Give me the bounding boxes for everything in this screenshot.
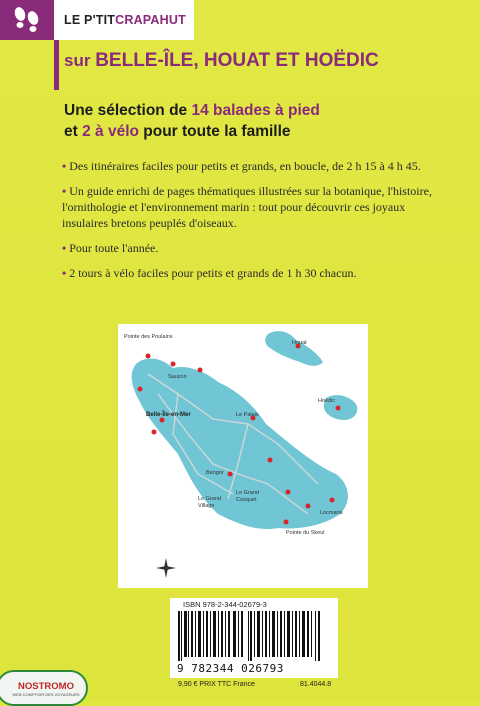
- intro-highlight-walks: 14 balades à pied: [191, 102, 320, 119]
- map-label-le-grand: Le Grand: [198, 496, 221, 502]
- intro-highlight-bikes: 2 à vélo: [82, 123, 139, 140]
- map-label-sauzon: Sauzon: [168, 374, 187, 380]
- intro-text: [64, 100, 320, 142]
- feature-list: [62, 158, 432, 290]
- accent-bar: [54, 40, 59, 90]
- map-label-village: Village: [198, 503, 215, 509]
- barcode-digits: 9 782344 026793: [177, 662, 284, 675]
- product-code: 81.4044.8: [300, 681, 332, 688]
- map-label-bangor: Bangor: [206, 470, 224, 476]
- bullet-icon: •: [62, 266, 67, 280]
- map-label-locmaria: Locmaria: [320, 510, 343, 516]
- subtitle-places: BELLE-ÎLE, HOUAT ET HOËDIC: [95, 50, 379, 71]
- price-label: 9,90 € PRIX TTC France: [178, 681, 255, 688]
- map-label-pointe-skeul: Pointe du Skeul: [286, 530, 325, 536]
- subtitle-prefix: sur: [64, 51, 96, 70]
- barcode-icon: [178, 611, 328, 661]
- map-label-hoedic: Hoëdic: [318, 398, 336, 404]
- map-label-pointe-poulains: Pointe des Poulains: [124, 334, 173, 340]
- retailer-name: NOSTROMO: [18, 681, 74, 692]
- series-title: [54, 0, 194, 40]
- list-item-text: Un guide enrichi de pages thématiques illustrées sur la botanique, l'histoire, l'ornithologie et l'environnement marin : tout pour découvrir ces joyaux insulaires bretons peuplés d'oiseaux.: [62, 184, 432, 230]
- bullet-icon: •: [62, 184, 67, 198]
- intro-line1: Une sélection de: [64, 102, 192, 119]
- series-accent: CRAPAHUT: [115, 13, 186, 27]
- bullet-icon: •: [62, 159, 67, 173]
- map-label-belle-ile: Belle-Île-en-Mer: [146, 412, 191, 418]
- isbn-label: ISBN 978-2-344-02679-3: [183, 600, 267, 609]
- book-subtitle: [64, 50, 379, 72]
- list-item: [62, 183, 432, 231]
- list-item: [62, 158, 432, 174]
- map-label-le-grand-2: Le Grand: [236, 490, 259, 496]
- series-prefix: LE P'TIT: [64, 13, 116, 27]
- list-item-text: 2 tours à vélo faciles pour petits et grands de 1 h 30 chacun.: [69, 266, 357, 280]
- list-item: [62, 240, 432, 256]
- list-item: [62, 265, 432, 281]
- map-label-cosquet: Cosquet: [236, 497, 257, 503]
- map-label-houat: Houat: [292, 340, 307, 346]
- footprints-icon: [0, 0, 54, 40]
- intro-line2-end: pour toute la famille: [138, 123, 291, 140]
- list-item-text: Pour toute l'année.: [69, 241, 159, 255]
- map-label-le-palais: Le Palais: [236, 412, 259, 418]
- bullet-icon: •: [62, 241, 67, 255]
- islands-map: [118, 324, 368, 588]
- retailer-tagline: WEB COMPTOIR DES VOYAGEURS: [12, 692, 80, 697]
- intro-line2: et: [64, 123, 83, 140]
- list-item-text: Des itinéraires faciles pour petits et grands, en boucle, de 2 h 15 à 4 h 45.: [69, 159, 421, 173]
